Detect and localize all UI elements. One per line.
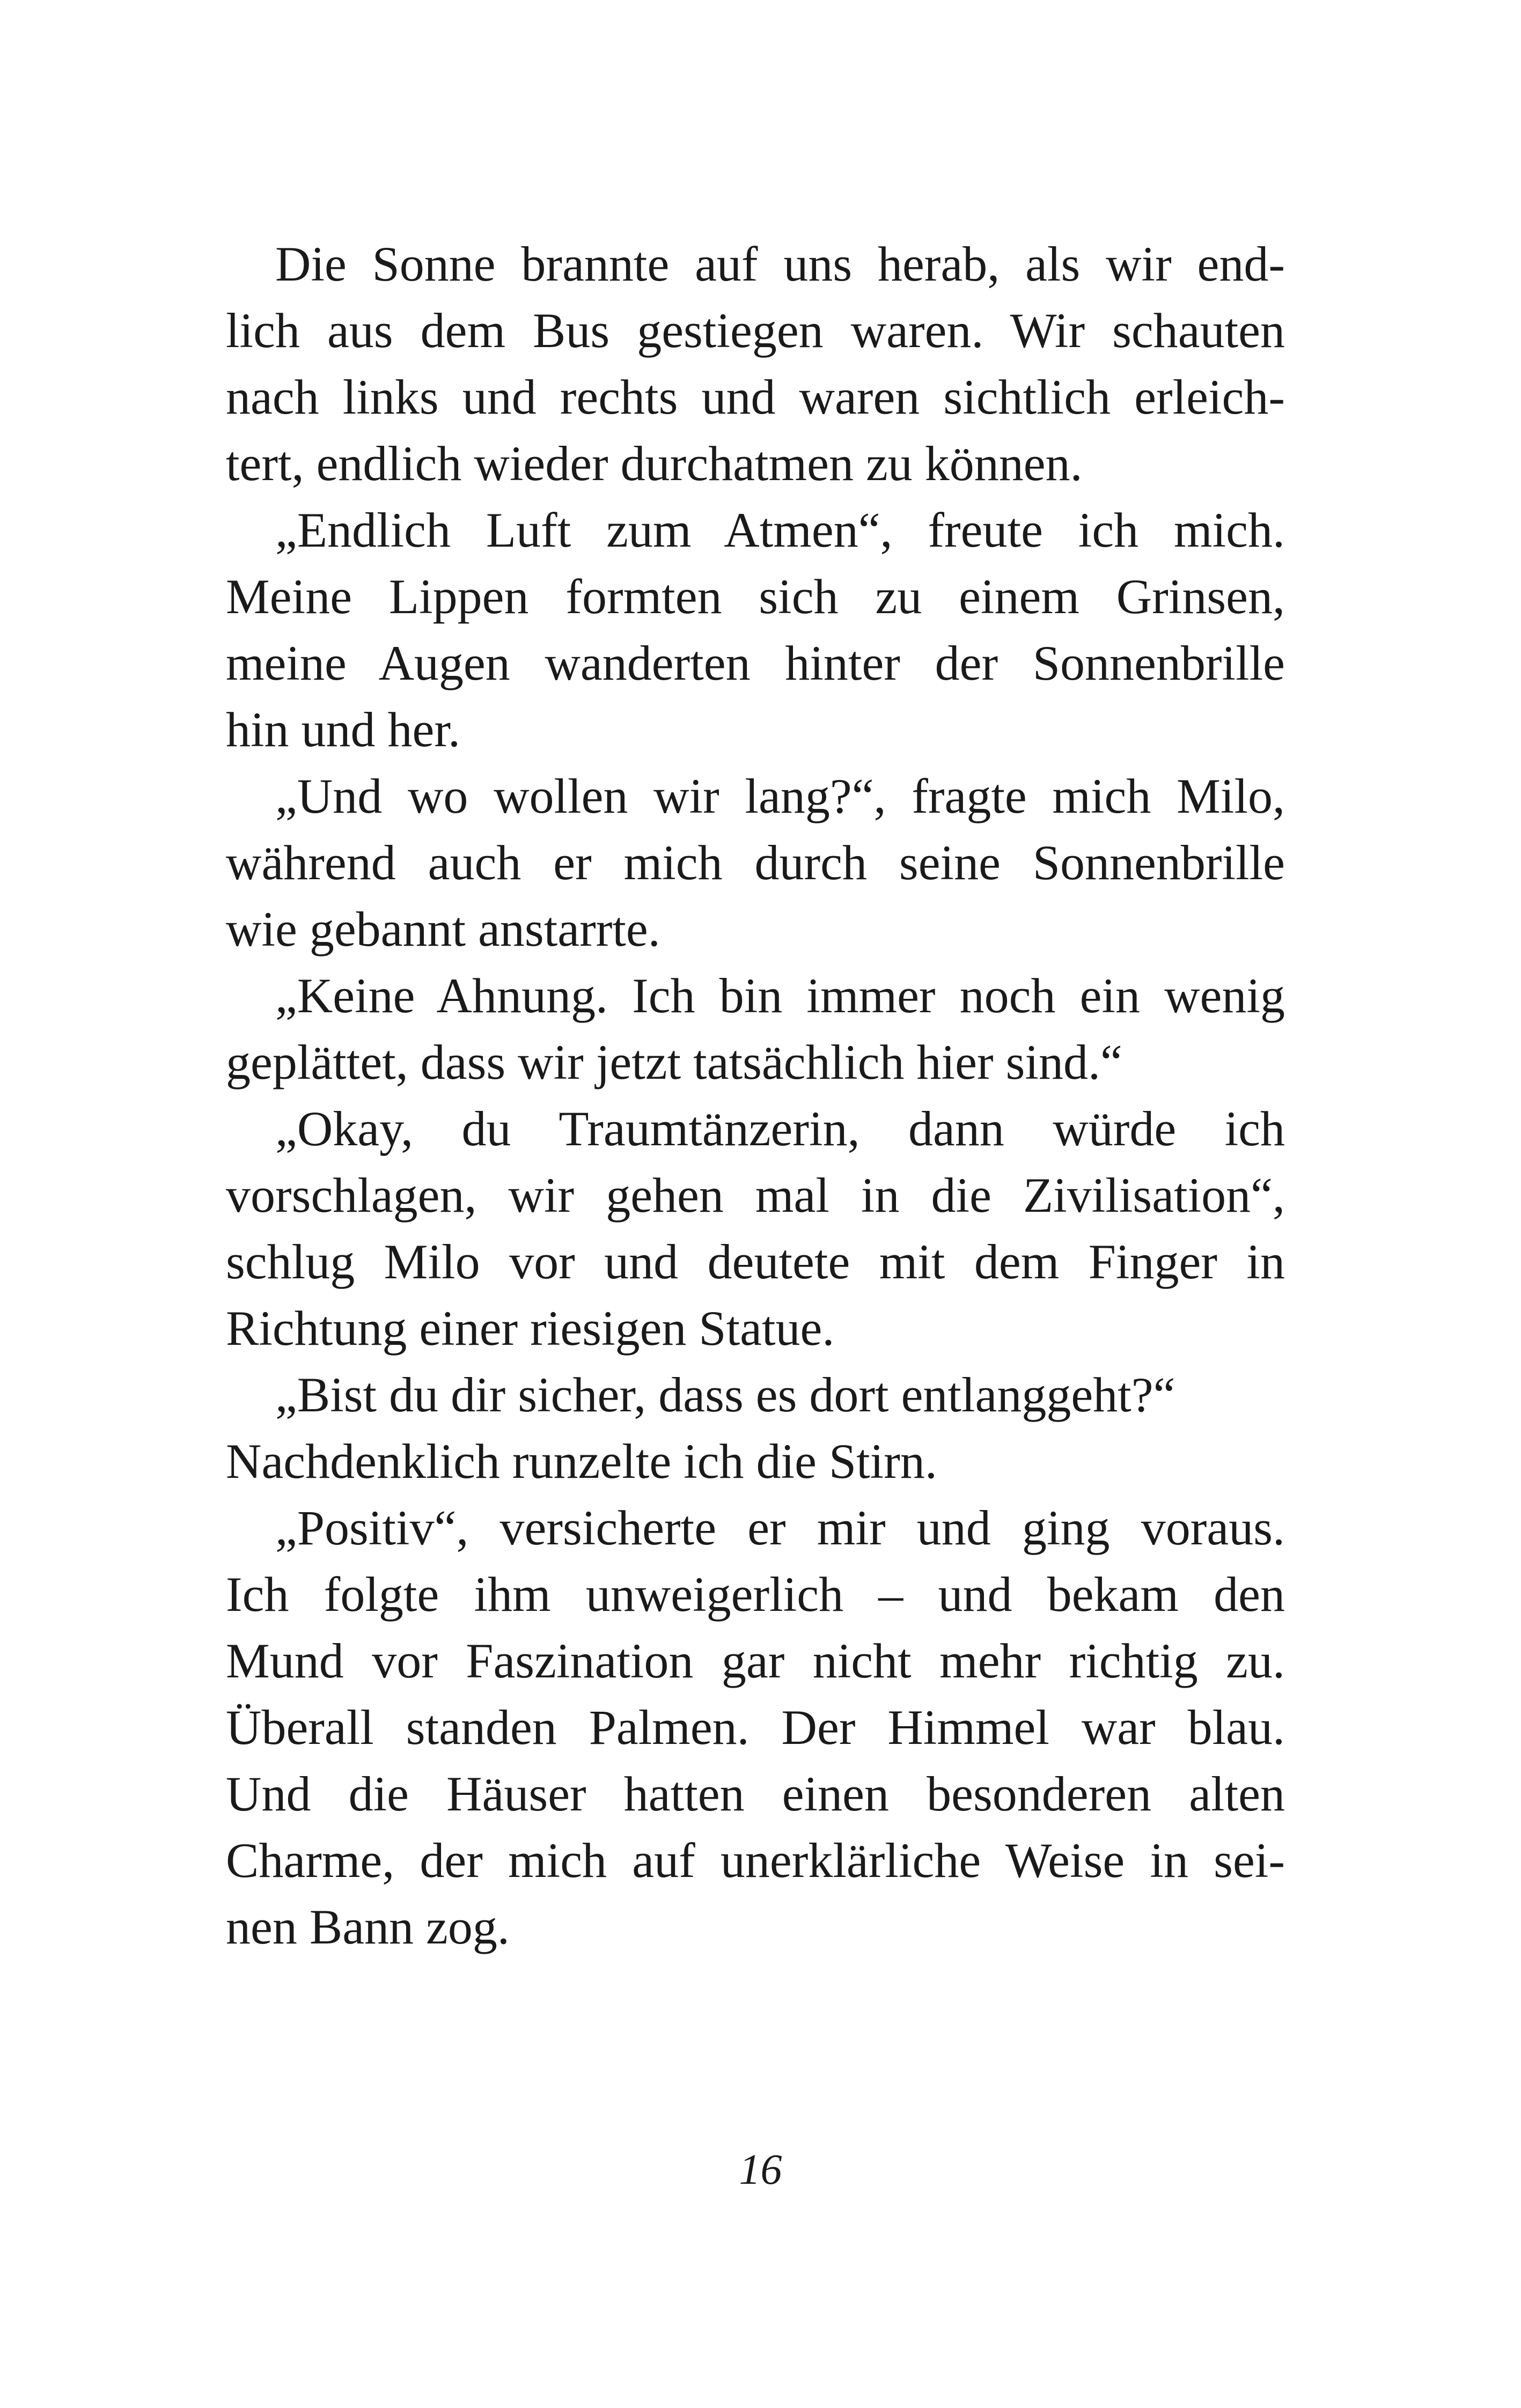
paragraph-first-line: „Okay, du Traumtänzerin, dann würde ich — [275, 1101, 1285, 1156]
text-line: tert, endlich wieder durchatmen zu können. — [226, 436, 1083, 491]
text-line: Ich folgte ihm unweigerlich – und bekam den — [226, 1567, 1285, 1622]
text-line: Charme, der mich auf unerklärliche Weise in sei- — [226, 1833, 1285, 1888]
text-line: schlug Milo vor und deutete mit dem Finger in — [226, 1234, 1285, 1289]
paragraph-first-line: „Endlich Luft zum Atmen“, freute ich mich. — [275, 503, 1285, 557]
text-line: hin und her. — [226, 702, 460, 757]
paragraph-first-line: „Keine Ahnung. Ich bin immer noch ein wenig — [275, 968, 1285, 1023]
text-line: Überall standen Palmen. Der Himmel war blau. — [226, 1700, 1285, 1755]
text-line: nen Bann zog. — [226, 1899, 510, 1954]
text-line: wie gebannt anstarrte. — [226, 902, 660, 956]
text-line: Meine Lippen formten sich zu einem Grinsen, — [226, 569, 1285, 624]
paragraph-first-line: „Und wo wollen wir lang?“, fragte mich Milo, — [275, 769, 1285, 823]
text-line: meine Augen wanderten hinter der Sonnenbrille — [226, 636, 1285, 690]
text-line: vorschlagen, wir gehen mal in die Zivilisation“, — [226, 1168, 1285, 1223]
text-line: Mund vor Faszination gar nicht mehr richtig zu. — [226, 1633, 1285, 1688]
paragraph-first-line: „Positiv“, versicherte er mir und ging voraus. — [275, 1500, 1285, 1555]
text-line: nach links und rechts und waren sichtlich erleich- — [226, 370, 1285, 424]
text-line: Nachdenklich runzelte ich die Stirn. — [226, 1434, 937, 1489]
body-text — [226, 231, 1285, 1960]
text-line: Und die Häuser hatten einen besonderen alten — [226, 1766, 1285, 1821]
text-line: während auch er mich durch seine Sonnenbrille — [226, 835, 1285, 890]
text-line: geplättet, dass wir jetzt tatsächlich hier sind.“ — [226, 1035, 1122, 1089]
text-line: Richtung einer riesigen Statue. — [226, 1301, 835, 1356]
paragraph-first-line: Die Sonne brannte auf uns herab, als wir end- — [275, 237, 1285, 291]
page-number: 16 — [739, 2146, 782, 2193]
text-line: lich aus dem Bus gestiegen waren. Wir schauten — [226, 303, 1285, 358]
paragraph-first-line: „Bist du dir sicher, dass es dort entlanggeht?“ — [275, 1367, 1175, 1422]
